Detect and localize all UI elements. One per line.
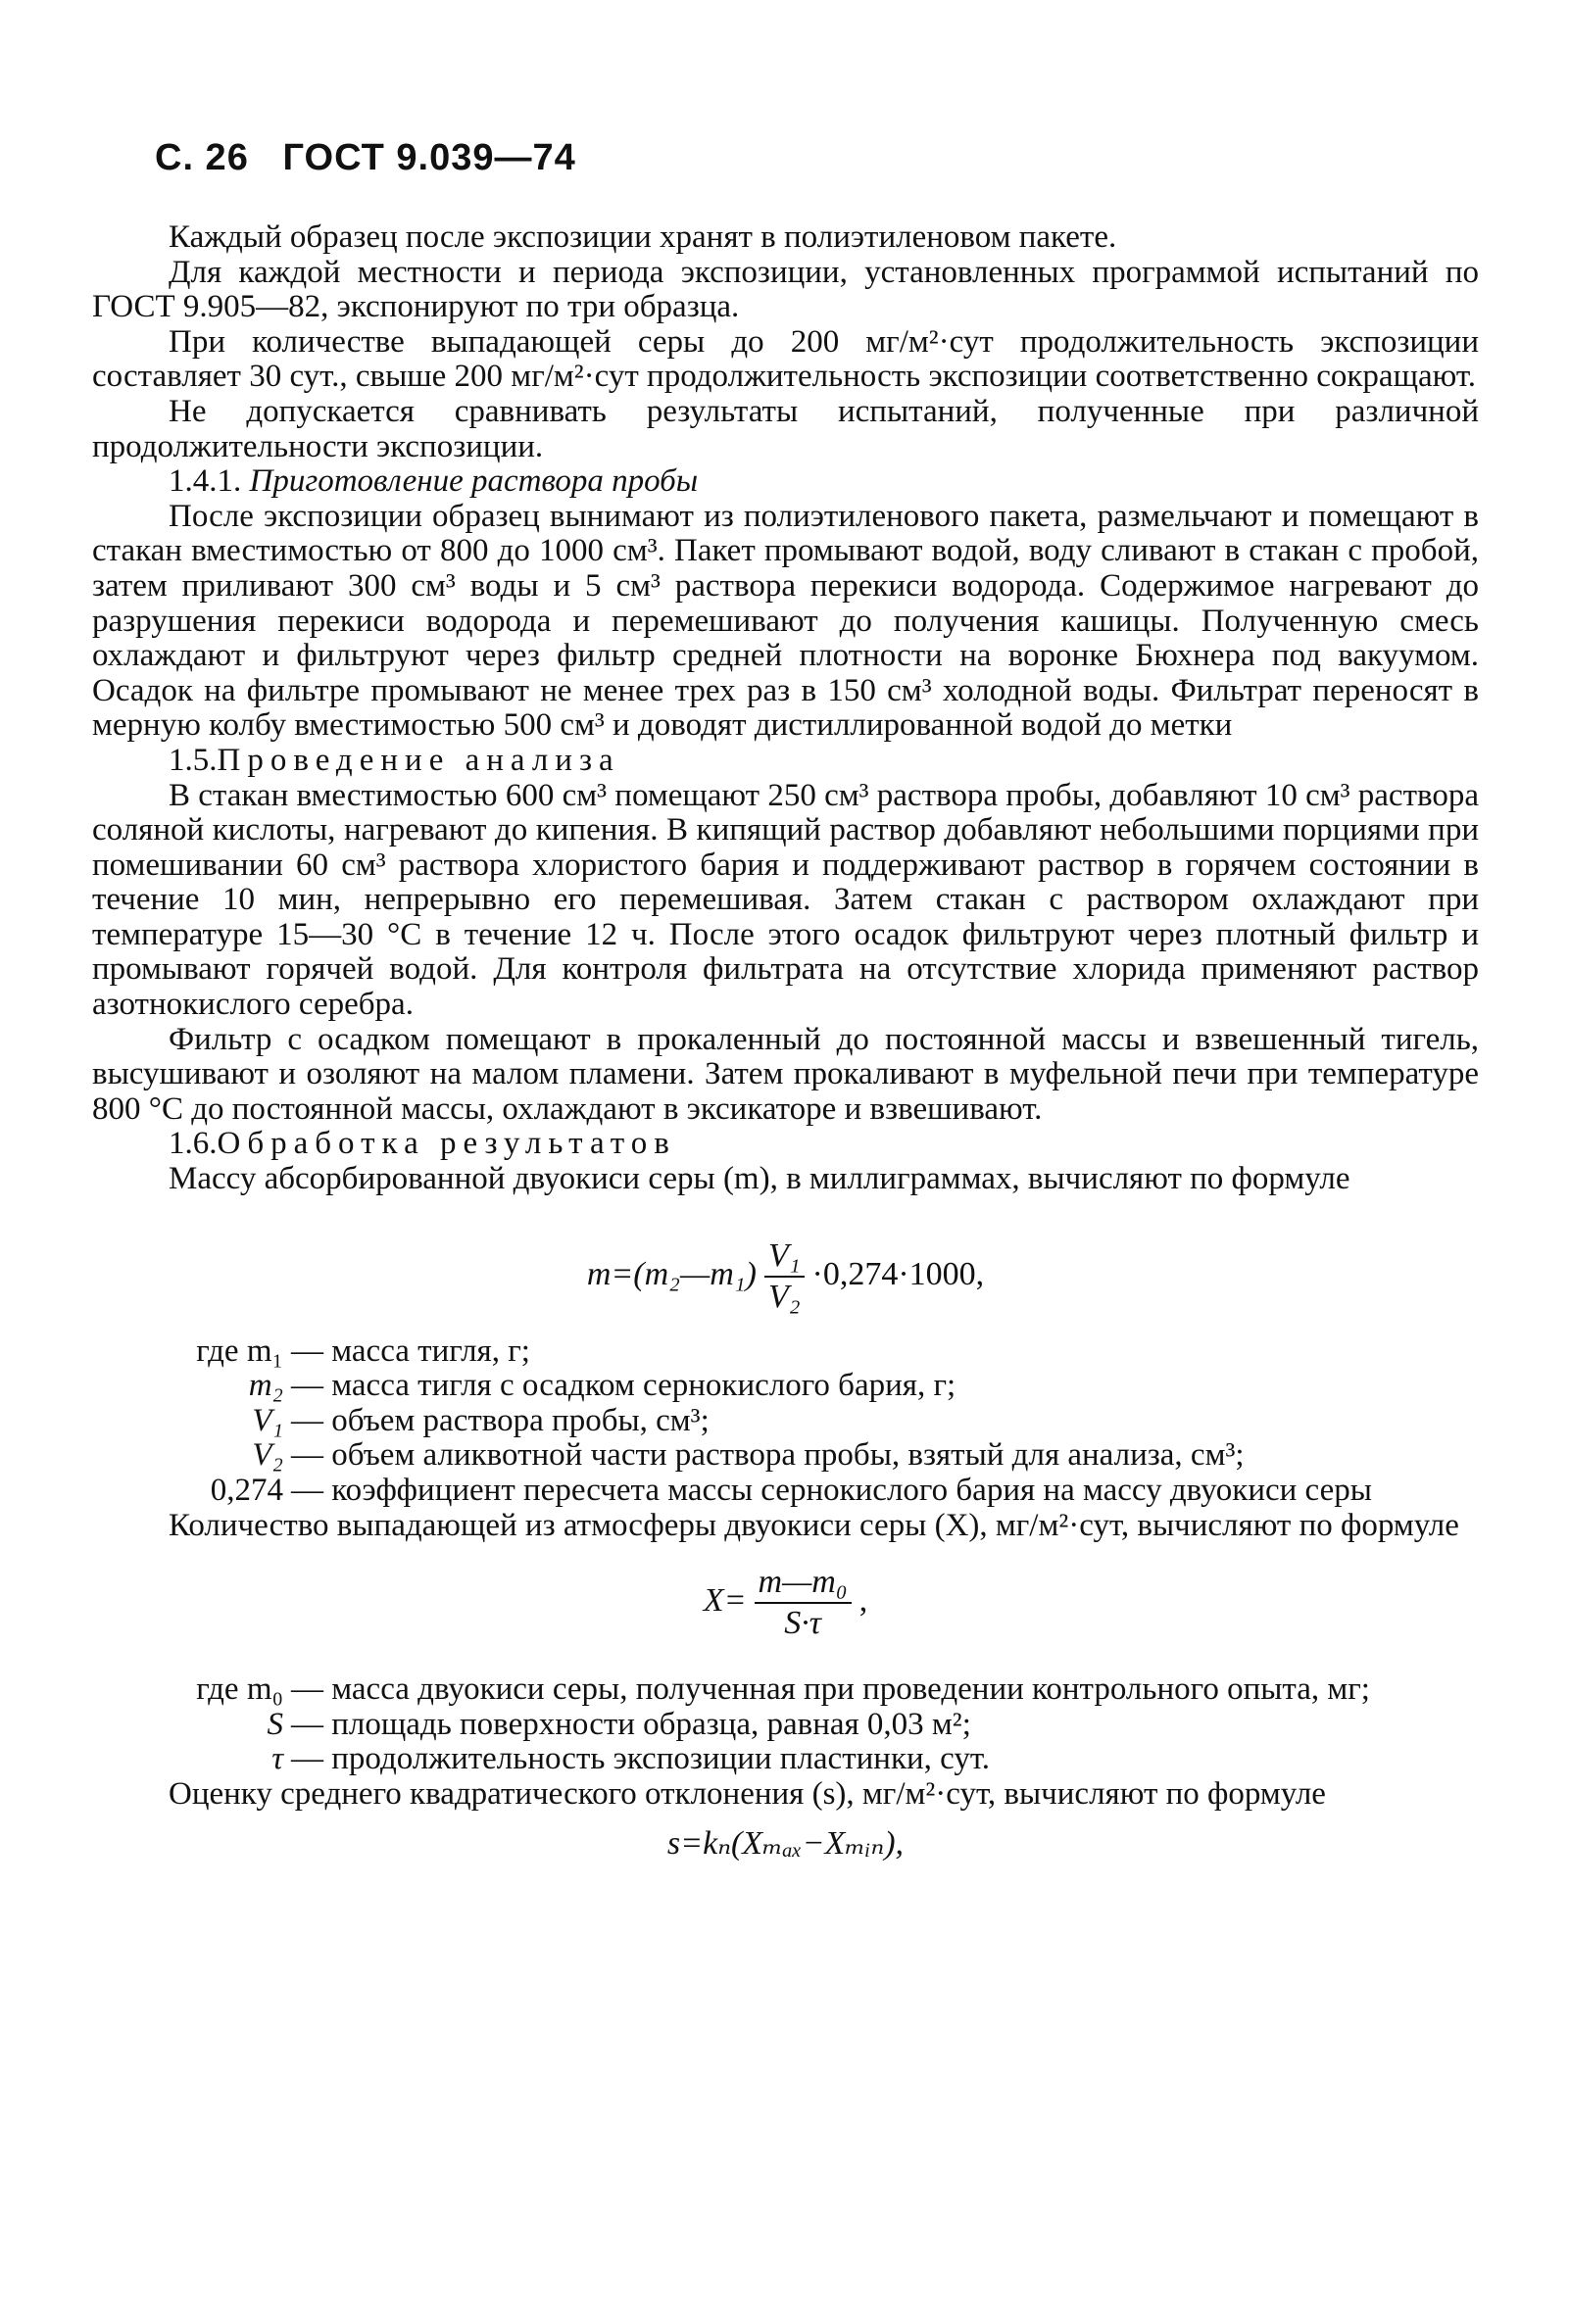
formula-mass bbox=[92, 1197, 1479, 1334]
paragraph: Каждый образец после экспозиции хранят в полиэтиленовом пакете. bbox=[169, 219, 1117, 255]
section-heading-1-5 bbox=[92, 744, 1479, 779]
legend-symbol: V₁ bbox=[252, 1402, 283, 1438]
paragraph: Для каждой местности и периода экспозиции, установленных программой испытаний по ГОСТ 9.905—82, экспонируют по три образца. bbox=[92, 254, 1479, 325]
legend-text: — площадь поверхности образца, равная 0,03 м²; bbox=[291, 1706, 971, 1742]
paragraph: В стакан вместимостью 600 см³ помещают 250 см³ раствора пробы, добавляют 10 см³ раствора соляной кислоты, нагревают до кипения. В кипящий раствор добавляют небольшими порциями при помешивании 60 см³ раствора хлористого бария и поддерживают раствор в горячем состоянии в течение 10 мин, непрерывно его перемешивая. Затем стакан с раствором охлаждают при температуре 15—30 °С в течение 12 ч. После этого осадок фильтруют через плотный фильтр и промывают горячей водой. Для контроля фильтрата на отсутствие хлорида применяют раствор азотнокислого серебра. bbox=[92, 777, 1479, 1023]
legend-symbol: τ bbox=[271, 1741, 283, 1777]
legend-item bbox=[92, 1404, 1479, 1439]
paragraph: При количестве выпадающей серы до 200 мг/м²·сут продолжительность экспозиции составляет 30 сут., свыше 200 мг/м²·сут продолжительность экспозиции соответственно сокращают. bbox=[92, 323, 1479, 395]
section-number: 1.5. bbox=[169, 742, 218, 778]
legend-text: — объем аликвотной части раствора пробы, взятый для анализа, см³; bbox=[291, 1437, 1245, 1474]
formula-denominator: V₂ bbox=[767, 1278, 801, 1315]
legend-text: — масса тигля, г; bbox=[291, 1332, 530, 1369]
section-number: 1.6. bbox=[169, 1126, 218, 1162]
section-title: Приготовление раствора пробы bbox=[249, 463, 699, 500]
page-header bbox=[155, 137, 576, 179]
formula-deposition bbox=[92, 1543, 1479, 1672]
page-number: С. 26 bbox=[155, 137, 249, 178]
formula-fraction bbox=[764, 1236, 805, 1317]
legend-item bbox=[92, 1742, 1479, 1777]
formula-deviation bbox=[92, 1813, 1479, 1891]
legend-symbol: где m₀ bbox=[196, 1671, 283, 1708]
legend-symbol: m₂ bbox=[248, 1368, 283, 1404]
paragraph: После экспозиции образец вынимают из полиэтиленового пакета, размельчают и помещают в стакан вместимостью от 800 до 1000 см³. Пакет промывают водой, воду сливают в стакан с пробой, затем приливают 300 см³ воды и 5 см³ раствора перекиси водорода. Содержимое нагревают до разрушения перекиси водорода и перемешивают до получения кашицы. Полученную смесь охлаждают и фильтруют через фильтр средней плотности на воронке Бюхнера под вакуумом. Осадок на фильтре промывают не менее трех раз в 150 см³ холодной воды. Фильтрат переносят в мерную колбу вместимостью 500 см³ и доводят дистиллированной водой до метки bbox=[92, 498, 1479, 744]
section-number: 1.4.1. bbox=[169, 463, 242, 500]
formula-left: m=(m₂—m₁) bbox=[586, 1255, 757, 1292]
paragraph: Не допускается сравнивать результаты испытаний, полученные при различной продолжительности экспозиции. bbox=[92, 393, 1479, 464]
legend-symbol: S bbox=[267, 1706, 283, 1742]
formula-numerator: V₁ bbox=[764, 1236, 805, 1278]
formula-text: s=kₙ(Xₘₐₓ−Xₘᵢₙ), bbox=[666, 1824, 905, 1862]
paragraph: Массу абсорбированной двуокиси серы (m), в миллиграммах, вычисляют по формуле bbox=[169, 1161, 1350, 1197]
legend-text: — продолжительность экспозиции пластинки, сут. bbox=[291, 1741, 991, 1777]
legend-item bbox=[92, 1708, 1479, 1743]
legend-symbol: V₂ bbox=[252, 1437, 283, 1474]
legend-symbol: 0,274 bbox=[210, 1473, 283, 1508]
legend-list bbox=[92, 1334, 1479, 1509]
paragraph: Фильтр с осадком помещают в прокаленный до постоянной массы и взвешенный тигель, высушивают и озоляют на малом пламени. Затем прокаливают в муфельной печи при температуре 800 °С до постоянной массы, охлаждают в эксикаторе и взвешивают. bbox=[92, 1021, 1479, 1127]
legend-text: — масса тигля с осадком сернокислого бария, г; bbox=[291, 1368, 956, 1404]
section-title: Обработка результатов bbox=[217, 1126, 676, 1162]
legend-item bbox=[92, 1438, 1479, 1474]
section-title: Проведение анализа bbox=[217, 742, 620, 778]
legend-item bbox=[92, 1672, 1479, 1708]
formula-left: X= bbox=[703, 1581, 747, 1619]
document-body bbox=[92, 220, 1479, 1891]
standard-number: ГОСТ 9.039—74 bbox=[282, 137, 576, 178]
legend-item bbox=[92, 1334, 1479, 1370]
paragraph: Оценку среднего квадратического отклонения (s), мг/м²·сут, вычисляют по формуле bbox=[169, 1775, 1326, 1812]
formula-right: , bbox=[858, 1581, 868, 1619]
paragraph: Количество выпадающей из атмосферы двуокиси серы (X), мг/м²·сут, вычисляют по формуле bbox=[169, 1507, 1459, 1543]
formula-fraction bbox=[755, 1563, 852, 1643]
legend-symbol: где m₁ bbox=[196, 1332, 283, 1369]
legend-list bbox=[92, 1672, 1479, 1777]
formula-numerator: m—m₀ bbox=[755, 1563, 852, 1604]
legend-text: — объем раствора пробы, см³; bbox=[291, 1402, 710, 1438]
legend-item bbox=[92, 1474, 1479, 1509]
section-heading-1-6 bbox=[92, 1127, 1479, 1162]
legend-text: — масса двуокиси серы, полученная при проведении контрольного опыта, мг; bbox=[291, 1671, 1370, 1708]
section-heading-1-4-1 bbox=[92, 464, 1479, 500]
formula-denominator: S·τ bbox=[784, 1605, 821, 1642]
formula-right: ·0,274·1000, bbox=[811, 1255, 985, 1292]
legend-text: — коэффициент пересчета массы сернокислого бария на массу двуокиси серы bbox=[291, 1473, 1372, 1508]
legend-item bbox=[92, 1369, 1479, 1404]
